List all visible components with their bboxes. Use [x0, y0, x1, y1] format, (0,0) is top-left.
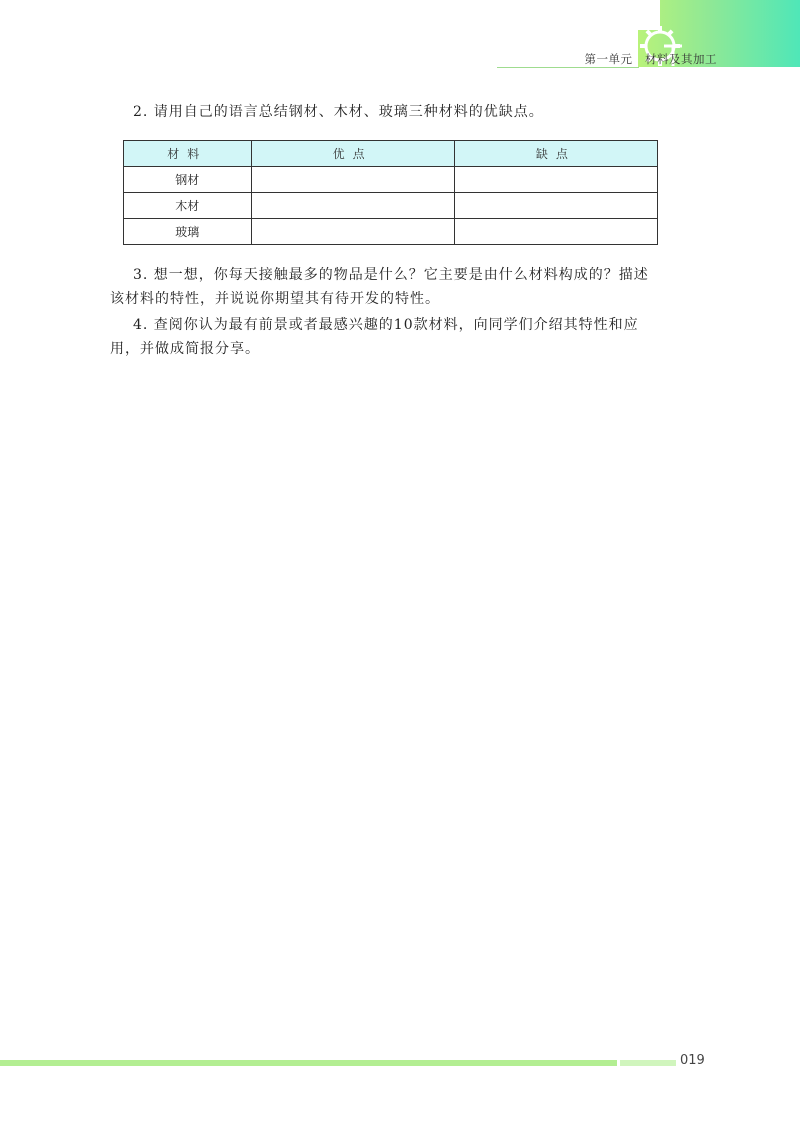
- footer-bar: [0, 1060, 617, 1066]
- row-pros-steel[interactable]: [251, 167, 454, 193]
- row-cons-steel[interactable]: [454, 167, 657, 193]
- footer-bar-light: [620, 1060, 676, 1066]
- row-material-steel: 钢材: [124, 167, 252, 193]
- row-material-glass: 玻璃: [124, 219, 252, 245]
- header-pros: 优点: [251, 141, 454, 167]
- question-4: 4. 查阅你认为最有前景或者最感兴趣的10款材料，向同学们介绍其特性和应用，并做成简报分享。: [110, 317, 639, 357]
- row-cons-wood[interactable]: [454, 193, 657, 219]
- header-material: 材料: [124, 141, 252, 167]
- row-pros-glass[interactable]: [251, 219, 454, 245]
- table-row: [124, 193, 658, 219]
- row-pros-wood[interactable]: [251, 193, 454, 219]
- chapter-label: 第一单元: [584, 52, 633, 66]
- table-row: [124, 167, 658, 193]
- question-2: 2. 请用自己的语言总结钢材、木材、玻璃三种材料的优缺点。: [133, 104, 544, 120]
- row-cons-glass[interactable]: [454, 219, 657, 245]
- table-row: [124, 219, 658, 245]
- running-header: [585, 51, 717, 67]
- row-material-wood: 木材: [124, 193, 252, 219]
- chapter-title: 材料及其加工: [645, 52, 717, 66]
- page-number: 019: [680, 1053, 705, 1068]
- materials-comparison-table: [123, 140, 658, 245]
- header-divider: [497, 67, 639, 68]
- table-header-row: [124, 141, 658, 167]
- header-cons: 缺点: [454, 141, 657, 167]
- question-3: 3. 想一想，你每天接触最多的物品是什么？它主要是由什么材料构成的？描述该材料的特性，并说说你期望其有待开发的特性。: [110, 267, 649, 307]
